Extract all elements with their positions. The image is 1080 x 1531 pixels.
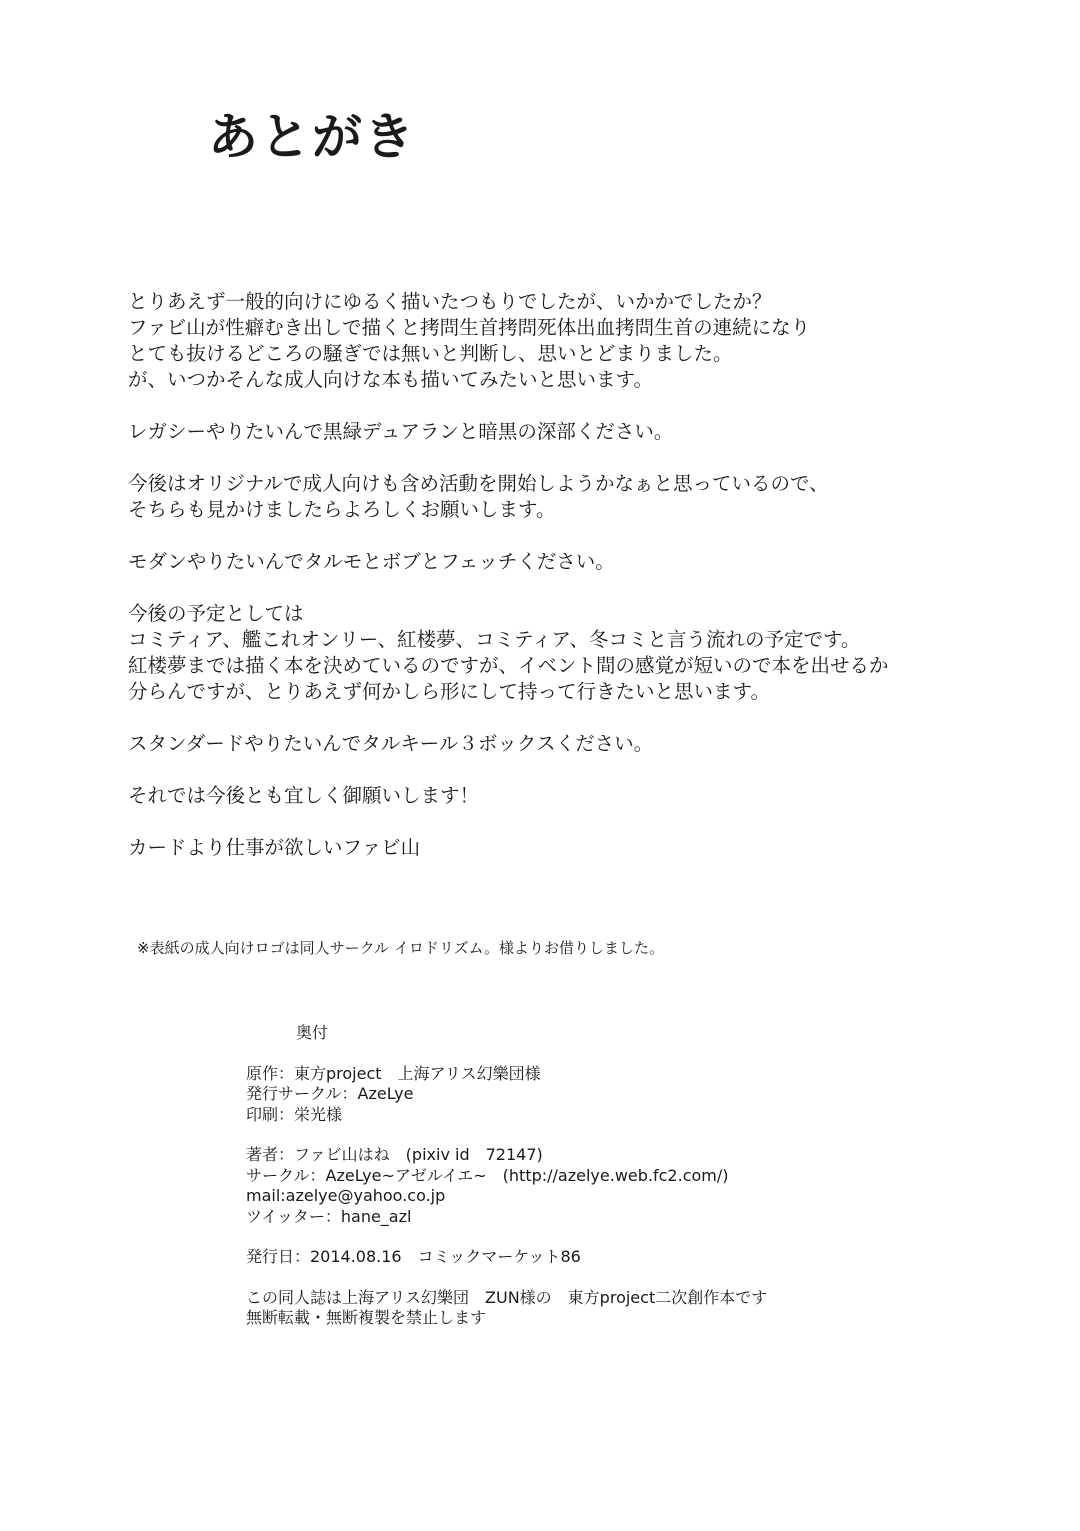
text-line: スタンダードやりたいんでタルキール３ボックスください。: [128, 732, 654, 755]
colophon: [246, 1023, 767, 1349]
text-line: とても抜けるどころの騒ぎでは無いと判断し、思いとどまりました。: [128, 342, 733, 365]
colophon-circle: 発行サークル：AzeLye: [246, 1084, 414, 1103]
paragraph-gap: [128, 809, 1028, 835]
colophon-notice-line: 無断転載・無断複製を禁止します: [246, 1308, 487, 1327]
colophon-notice-block: [246, 1288, 767, 1329]
afterword-paragraph: [128, 419, 1028, 445]
text-line: レガシーやりたいんで黒緑デュアランと暗黒の深部ください。: [128, 420, 674, 443]
afterword-paragraph: [128, 731, 1028, 757]
text-line: 分らんですが、とりあえず何かしら形にして持って行きたいと思います。: [128, 680, 770, 703]
colophon-author-block: [246, 1145, 767, 1227]
text-line: が、いつかそんな成人向けな本も描いてみたいと思います。: [128, 368, 653, 391]
colophon-printer: 印刷：栄光様: [246, 1104, 343, 1124]
text-line: 紅楼夢までは描く本を決めているのですが、イベント間の感覚が短いので本を出せるか: [128, 654, 889, 677]
paragraph-gap: [128, 757, 1028, 783]
text-line: コミティア、艦これオンリー、紅楼夢、コミティア、冬コミと言う流れの予定です。: [128, 628, 861, 651]
colophon-release-date: 発行日：2014.08.16 コミックマーケット86: [246, 1247, 581, 1266]
afterword-paragraph: [128, 289, 1028, 393]
colophon-twitter: ツイッター：hane_azl: [246, 1206, 412, 1226]
colophon-circle-site: サークル：AzeLye~アゼルイエ~ (http://azelye.web.fc2.com/): [246, 1165, 729, 1185]
afterword-paragraph: [128, 549, 1028, 575]
colophon-notice-line: この同人誌は上海アリス幻樂団 ZUN様の 東方project二次創作本です: [246, 1287, 768, 1307]
afterword-body: [128, 289, 1028, 861]
text-line: カードより仕事が欲しいファビ山: [128, 836, 421, 859]
text-line: 今後の予定としては: [128, 602, 304, 625]
text-line: それでは今後とも宜しく御願いします！: [128, 784, 480, 807]
colophon-publishing-block: [246, 1064, 767, 1126]
afterword-signature: [128, 835, 1028, 861]
text-line: そちらも見かけましたらよろしくお願いします。: [128, 498, 556, 521]
paragraph-gap: [128, 393, 1028, 419]
paragraph-gap: [128, 705, 1028, 731]
afterword-paragraph: [128, 471, 1028, 523]
text-line: ファビ山が性癖むき出しで描くと拷問生首拷問死体出血拷問生首の連続になり: [128, 316, 811, 339]
text-line: とりあえず一般的向けにゆるく描いたつもりでしたが、いかかでしたか？: [128, 290, 772, 313]
colophon-title: 奥付: [296, 1023, 329, 1042]
page-title: あとがき: [208, 108, 416, 166]
colophon-author: 著者：ファビ山はね (pixiv id 72147): [246, 1145, 543, 1164]
colophon-mail: mail:azelye@yahoo.co.jp: [246, 1186, 446, 1205]
text-line: モダンやりたいんでタルモとボブとフェッチください。: [128, 550, 615, 573]
afterword-paragraph: [128, 601, 1028, 705]
paragraph-gap: [128, 445, 1028, 471]
colophon-original-work: 原作：東方project 上海アリス幻樂団様: [246, 1063, 541, 1083]
text-line: 今後はオリジナルで成人向けも含め活動を開始しようかなぁと思っているので、: [128, 472, 829, 495]
colophon-date-block: [246, 1247, 767, 1268]
logo-credit-footnote: ※表紙の成人向けロゴは同人サークル イロドリズム。様よりお借りしました。: [137, 939, 665, 957]
paragraph-gap: [128, 523, 1028, 549]
afterword-paragraph: [128, 783, 1028, 809]
paragraph-gap: [128, 575, 1028, 601]
